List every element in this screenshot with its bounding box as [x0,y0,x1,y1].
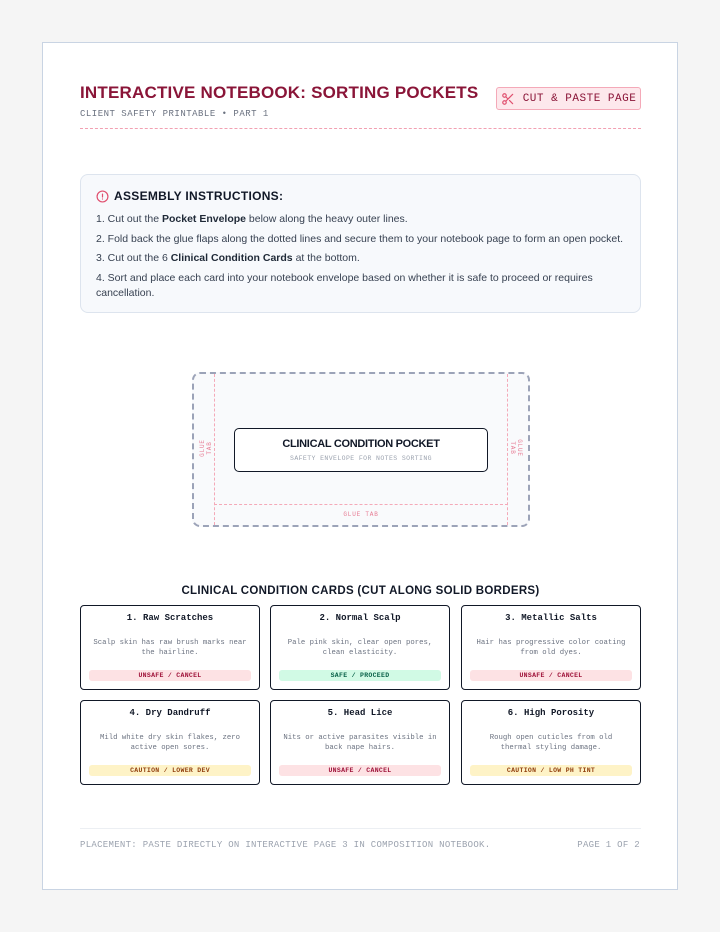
card-status-badge: UNSAFE / CANCEL [279,765,441,776]
card-title: 1. Raw Scratches [126,613,214,623]
instruction-item [96,251,625,266]
instruction-item [96,212,625,227]
cards-section-title: CLINICAL CONDITION CARDS (CUT ALONG SOLID BORDERS) [181,585,540,597]
card-description: Pale pink skin, clear open pores, clean elasticity. [287,639,433,657]
card-description: Nits or active parasites visible in back nape hairs. [283,734,437,752]
instruction-text: 3. Cut out the 6 [96,252,171,264]
info-icon [96,190,109,203]
header-divider [80,128,641,129]
condition-card [80,605,260,690]
card-description: Mild white dry skin flakes, zero active open sores. [99,734,241,752]
assembly-instructions [80,174,641,313]
card-title: 4. Dry Dandruff [129,708,211,718]
card-title: 6. High Porosity [507,708,595,718]
placement-note: PLACEMENT: PASTE DIRECTLY ON INTERACTIVE PAGE 3 IN COMPOSITION NOTEBOOK. [80,840,491,850]
instructions-heading-text: ASSEMBLY INSTRUCTIONS: [114,189,284,203]
page-header [80,83,641,119]
scissors-icon [501,92,515,106]
card-description: Hair has progressive color coating from old dyes. [476,639,626,657]
badge-label: CUT & PASTE PAGE [522,92,637,105]
card-status-badge: UNSAFE / CANCEL [470,670,632,681]
footer-divider [80,828,641,829]
glue-tab-fold-left [214,374,215,525]
glue-tab-fold-bottom [214,504,508,505]
pocket-envelope [192,372,530,527]
glue-tab-label-left: GLUE TAB [199,439,213,457]
glue-tab-label-bottom: GLUE TAB [343,511,379,518]
instruction-emphasis: Pocket Envelope [161,213,246,225]
pocket-subtitle: SAFETY ENVELOPE FOR NOTES SORTING [290,455,432,462]
instruction-text: 4. Sort and place each card into your notebook envelope based on whether it is safe to proceed or requires cancellation. [96,271,593,299]
condition-card [461,605,641,690]
page-subtitle: CLIENT SAFETY PRINTABLE • PART 1 [80,109,269,119]
condition-card [270,605,450,690]
card-title: 5. Head Lice [327,708,393,718]
card-title: 2. Normal Scalp [319,613,401,623]
pocket-title: CLINICAL CONDITION POCKET [282,438,440,450]
cut-paste-badge [496,87,641,110]
condition-card [80,700,260,785]
instruction-text: below along the heavy outer lines. [246,213,408,225]
instruction-text: 1. Cut out the [96,213,162,225]
card-status-badge: CAUTION / LOW PH TINT [470,765,632,776]
condition-card [270,700,450,785]
card-description: Rough open cuticles from old thermal styling damage. [489,734,613,752]
page-title: INTERACTIVE NOTEBOOK: SORTING POCKETS [80,83,479,102]
instruction-emphasis: Clinical Condition Cards [170,252,293,264]
glue-tab-fold-right [507,374,508,525]
card-title: 3. Metallic Salts [505,613,597,623]
instruction-item [96,232,625,247]
card-description: Scalp skin has raw brush marks near the hairline. [93,639,247,657]
card-status-badge: UNSAFE / CANCEL [89,670,251,681]
instruction-item [96,271,625,301]
instruction-text: 2. Fold back the glue flaps along the dotted lines and secure them to your notebook page to form an open pocket. [96,232,624,245]
card-status-badge: SAFE / PROCEED [279,670,441,681]
condition-card [461,700,641,785]
instruction-text: at the bottom. [292,252,360,264]
printable-page [42,42,678,890]
instructions-list [96,212,625,301]
instructions-heading [96,189,625,203]
glue-tab-label-right: GLUE TAB [509,439,523,457]
pocket-label [234,428,488,472]
card-status-badge: CAUTION / LOWER DEV [89,765,251,776]
page-number: PAGE 1 OF 2 [577,840,640,850]
